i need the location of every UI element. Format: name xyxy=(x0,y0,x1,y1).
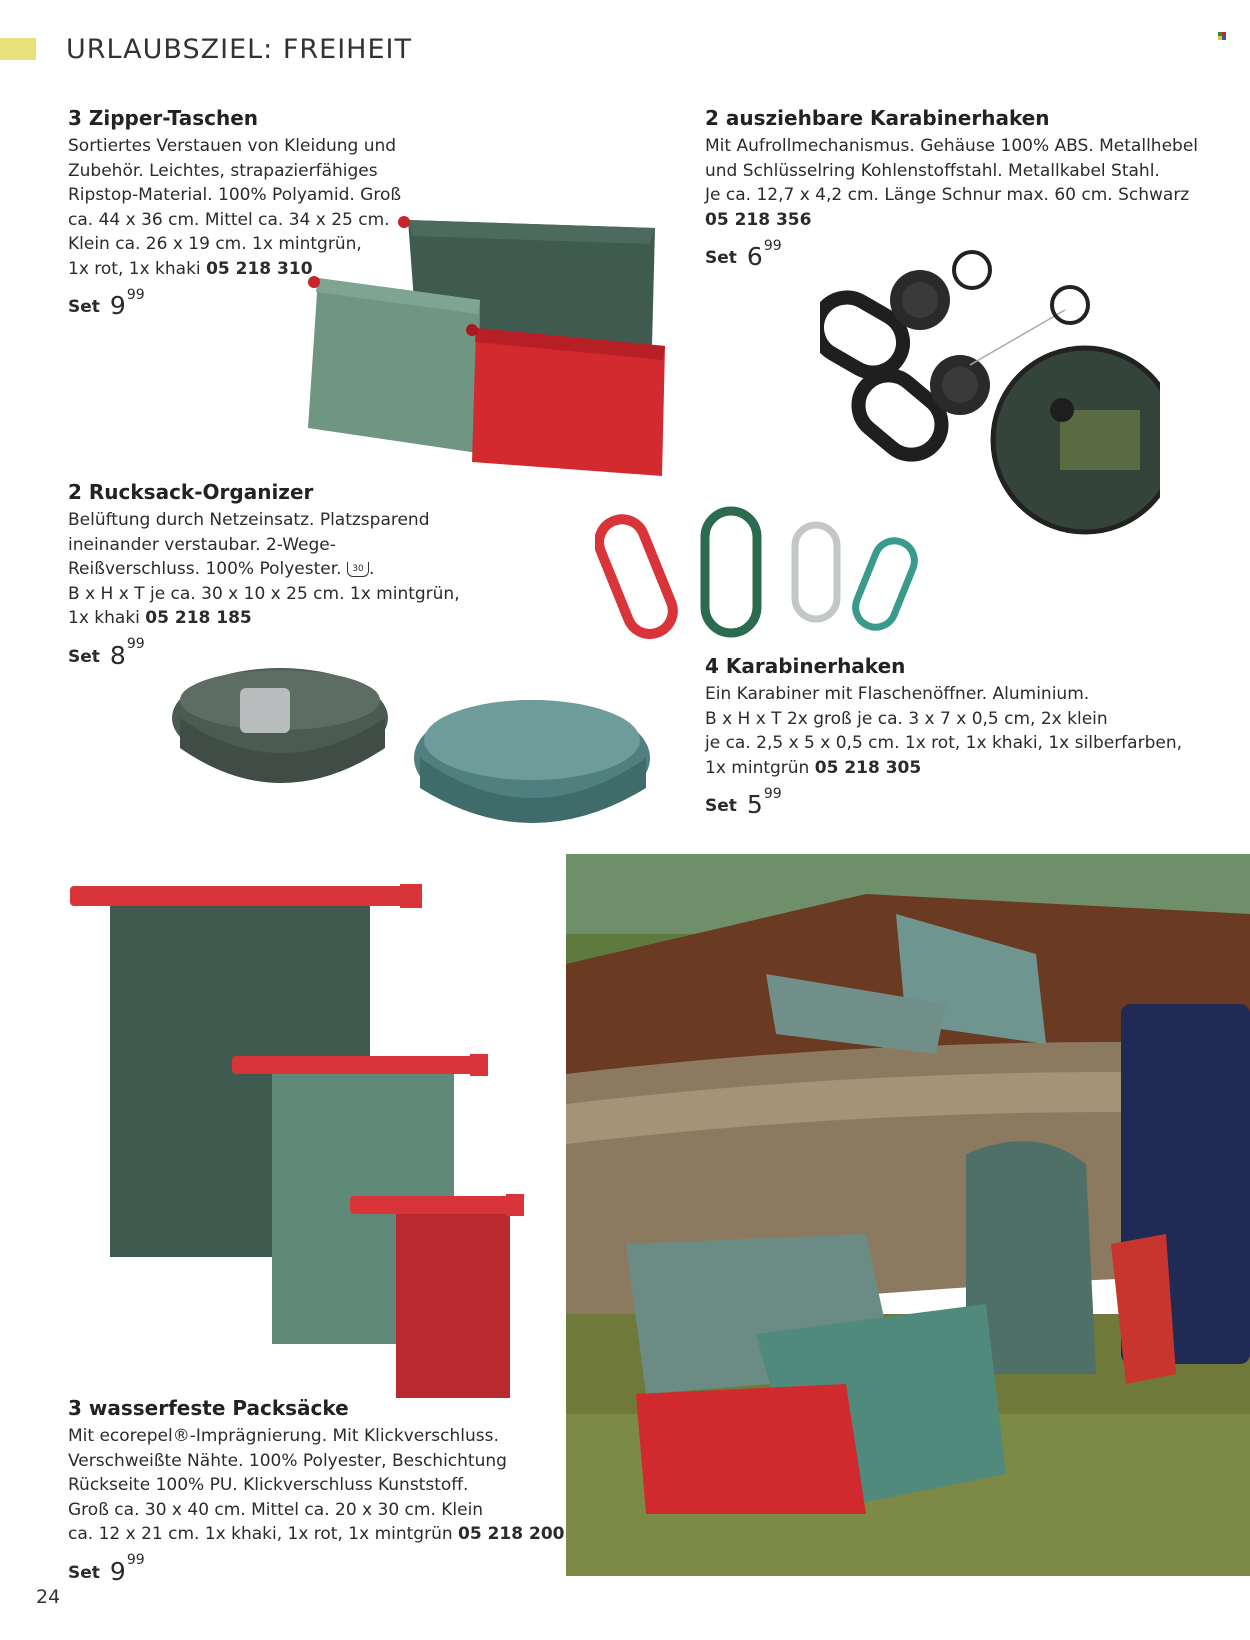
product-description: Ein Karabiner mit Flaschenöffner. Aluminium. B x H x T 2x groß je ca. 3 x 7 x 0,5 cm, 2x klein je ca. 2,5 x 5 x 0,5 cm. 1x rot, 1x khaki, 1x silberfarben, 1x mintgrün 05 218 305 xyxy=(705,684,1183,778)
organizers-image xyxy=(170,648,650,848)
organizer-mint xyxy=(414,700,650,823)
price xyxy=(68,1552,568,1586)
price-value: $6^{99}$ xyxy=(746,237,782,271)
page-title: URLAUBSZIEL: FREIHEIT xyxy=(66,34,412,65)
carabiner-mint xyxy=(850,535,921,633)
carabiners-image xyxy=(595,505,945,665)
carabiner-red xyxy=(595,512,680,640)
price-set-label: Set xyxy=(705,248,737,268)
price-value: $9^{99}$ xyxy=(109,1552,145,1586)
price-set-label: Set xyxy=(68,297,100,317)
page-number: 24 xyxy=(36,1586,61,1608)
product-description: Belüftung durch Netzeinsatz. Platzsparend ineinander verstaubar. 2-Wege- Reißverschluss. 100% Polyester. 30 . B x H x T je ca. 30 x 10 x 25 cm. 1x mintgrün, 1x khaki 05 218 185 xyxy=(68,510,460,628)
wash-30-icon: 30 xyxy=(347,562,369,577)
price-set-label: Set xyxy=(68,646,100,667)
article-number: 05 218 185 xyxy=(145,608,252,628)
product-title: 4 Karabinerhaken xyxy=(705,654,906,678)
product-description: Mit Aufrollmechanismus. Gehäuse 100% ABS. Metallhebel und Schlüsselring Kohlenstoffstahl. Metallkabel Stahl. Je ca. 12,7 x 4,2 cm. Länge Schnur max. 60 cm. Schwarz 05 218 356 xyxy=(705,136,1198,230)
zipper-bag-medium xyxy=(308,276,480,453)
retractable-carabiners-image xyxy=(820,250,1160,540)
price-value: $8^{99}$ xyxy=(109,636,145,670)
brand-logo-icon xyxy=(1218,32,1226,40)
article-number: 05 218 200 xyxy=(458,1524,565,1544)
organizer-khaki xyxy=(172,668,388,783)
article-number: 05 218 305 xyxy=(814,757,922,778)
product-rucksack-organizer xyxy=(68,480,508,670)
product-description: Mit ecorepel®-Imprägnierung. Mit Klickverschluss. Verschweißte Nähte. 100% Polyester, Beschichtung Rückseite 100% PU. Klickverschluss Kunststoff. Groß ca. 30 x 40 cm. Mittel ca. 20 x 30 cm. Klein ca. 12 x 21 cm. 1x khaki, 1x rot, 1x mintgrün 05 218 200 xyxy=(68,1426,565,1544)
product-packsaecke xyxy=(68,1396,568,1586)
product-karabinerhaken xyxy=(705,654,1225,819)
product-title: 3 wasserfeste Packsäcke xyxy=(68,1396,349,1420)
article-number: 05 218 310 xyxy=(206,258,313,279)
price-set-label: Set xyxy=(68,1562,100,1583)
zipper-bag-small xyxy=(466,324,665,476)
carabiner-khaki xyxy=(705,511,757,633)
article-number: 05 218 356 xyxy=(705,209,812,230)
header-accent-bar xyxy=(0,38,36,60)
zipper-bags-image xyxy=(300,208,680,488)
price-value: $5^{99}$ xyxy=(746,785,782,819)
product-title: 2 ausziehbare Karabinerhaken xyxy=(705,106,1050,130)
lifestyle-photo xyxy=(566,854,1250,1576)
product-ausziehbare-karabinerhaken xyxy=(705,106,1225,271)
packsacks-image xyxy=(66,880,566,1400)
product-description: Sortiertes Verstauen von Kleidung und Zubehör. Leichtes, strapazierfähiges Ripstop-Material. 100% Polyamid. Groß ca. 44 x 36 cm. Mittel ca. 34 x 25 cm. Klein ca. 26 x 19 cm. 1x mintgrün, 1x rot, 1x khaki 05 218 310 xyxy=(68,136,402,279)
price-value: $9^{99}$ xyxy=(109,286,145,320)
price-set-label: Set xyxy=(705,796,737,816)
price xyxy=(705,785,1225,819)
product-title: 3 Zipper-Taschen xyxy=(68,106,259,130)
carabiner-silver xyxy=(795,525,837,619)
product-title: 2 Rucksack-Organizer xyxy=(68,480,314,504)
detail-inset xyxy=(993,348,1160,532)
